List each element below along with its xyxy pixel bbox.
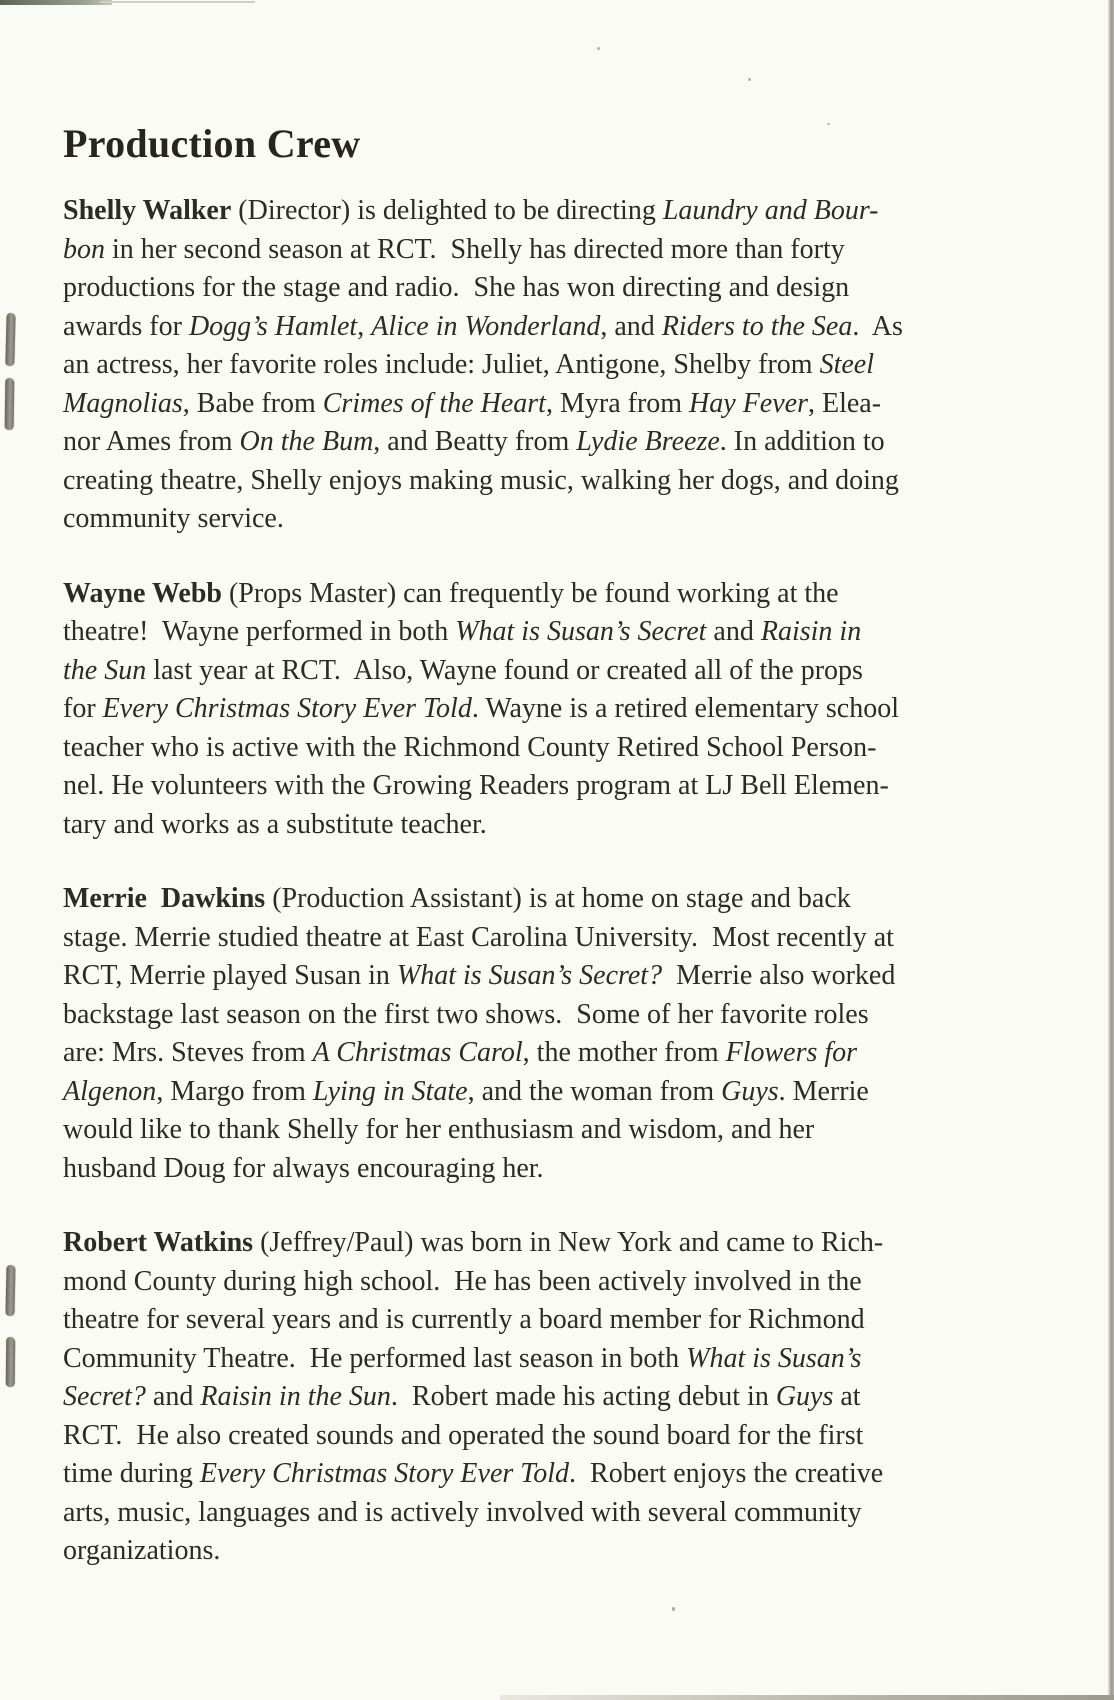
bio-paragraph-shelly-walker — [63, 192, 1063, 539]
text-line: the Sun last year at RCT. Also, Wayne found or created all of the props — [63, 654, 863, 686]
text-line: stage. Merrie studied theatre at East Carolina University. Most recently at — [63, 921, 894, 953]
text-line: theatre! Wayne performed in both What is Susan’s Secret and Raisin in — [63, 616, 862, 647]
scan-speck — [672, 1607, 675, 1611]
text-line: husband Doug for always encouraging her. — [63, 1152, 544, 1184]
text-line: arts, music, languages and is actively involved with several community — [63, 1496, 862, 1528]
bio-paragraph-wayne-webb — [63, 575, 1063, 845]
scan-artifact-binding-mark — [5, 378, 15, 430]
text-line: Magnolias, Babe from Crimes of the Heart, Myra from Hay Fever, Elea- — [63, 387, 882, 419]
text-line: productions for the stage and radio. She has won directing and design — [63, 272, 850, 303]
bio-paragraphs — [63, 192, 1063, 1571]
text-line: backstage last season on the first two shows. Some of her favorite roles — [63, 998, 869, 1030]
scan-artifact-right-edge — [1108, 0, 1114, 1700]
text-line: Community Theatre. He performed last season in both What is Susan’s — [63, 1342, 862, 1374]
text-line: organizations. — [63, 1535, 221, 1566]
text-line: theatre for several years and is currently a board member for Richmond — [63, 1304, 865, 1335]
text-line: for Every Christmas Story Ever Told. Wayne is a retired elementary school — [63, 693, 900, 724]
text-line: tary and works as a substitute teacher. — [63, 808, 487, 840]
bio-paragraph-robert-watkins — [63, 1224, 1063, 1571]
text-line: Shelly Walker (Director) is delighted to be directing Laundry and Bour- — [63, 195, 879, 226]
bio-paragraph-merrie-dawkins — [63, 880, 1063, 1188]
text-line: Robert Watkins (Jeffrey/Paul) was born in New York and came to Rich- — [63, 1227, 884, 1258]
scan-speck — [748, 78, 751, 81]
text-line: awards for Dogg’s Hamlet, Alice in Wonderland, and Riders to the Sea. As — [63, 310, 903, 342]
text-line: teacher who is active with the Richmond County Retired School Person- — [63, 731, 877, 763]
text-line: Algenon, Margo from Lying in State, and the woman from Guys. Merrie — [63, 1075, 869, 1107]
text-line: Secret? and Raisin in the Sun. Robert made his acting debut in Guys at — [63, 1381, 861, 1412]
text-line: RCT, Merrie played Susan in What is Susan’s Secret? Merrie also worked — [63, 960, 896, 991]
text-line: bon in her second season at RCT. Shelly has directed more than forty — [63, 233, 845, 265]
text-line: would like to thank Shelly for her enthusiasm and wisdom, and her — [63, 1114, 815, 1145]
text-line: RCT. He also created sounds and operated the sound board for the first — [63, 1419, 864, 1451]
text-line: creating theatre, Shelly enjoys making music, walking her dogs, and doing — [63, 464, 899, 496]
scan-artifact-binding-mark — [5, 1265, 15, 1316]
scan-artifact-bottom-edge — [500, 1695, 1114, 1700]
scan-artifact-top-strip — [0, 0, 112, 5]
text-line: Wayne Webb (Props Master) can frequently be found working at the — [63, 577, 839, 609]
text-line: Merrie Dawkins (Production Assistant) is at home on stage and back — [63, 883, 851, 914]
text-line: nor Ames from On the Bum, and Beatty from Lydie Breeze. In addition to — [63, 426, 885, 457]
text-line: are: Mrs. Steves from A Christmas Carol, the mother from Flowers for — [63, 1037, 858, 1068]
text-line: an actress, her favorite roles include: Juliet, Antigone, Shelby from Steel — [63, 349, 874, 380]
scan-speck — [597, 47, 600, 50]
text-line: nel. He volunteers with the Growing Readers program at LJ Bell Elemen- — [63, 770, 889, 801]
text-line: mond County during high school. He has been actively involved in the — [63, 1265, 862, 1297]
document-content — [63, 120, 1063, 1607]
scan-artifact-binding-mark — [5, 313, 15, 366]
scan-artifact-top-strip-faint — [100, 1, 255, 3]
scan-artifact-binding-mark — [6, 1337, 16, 1387]
text-line: community service. — [63, 503, 284, 534]
page-title: Production Crew — [63, 121, 361, 166]
text-line: time during Every Christmas Story Ever Told. Robert enjoys the creative — [63, 1458, 884, 1489]
